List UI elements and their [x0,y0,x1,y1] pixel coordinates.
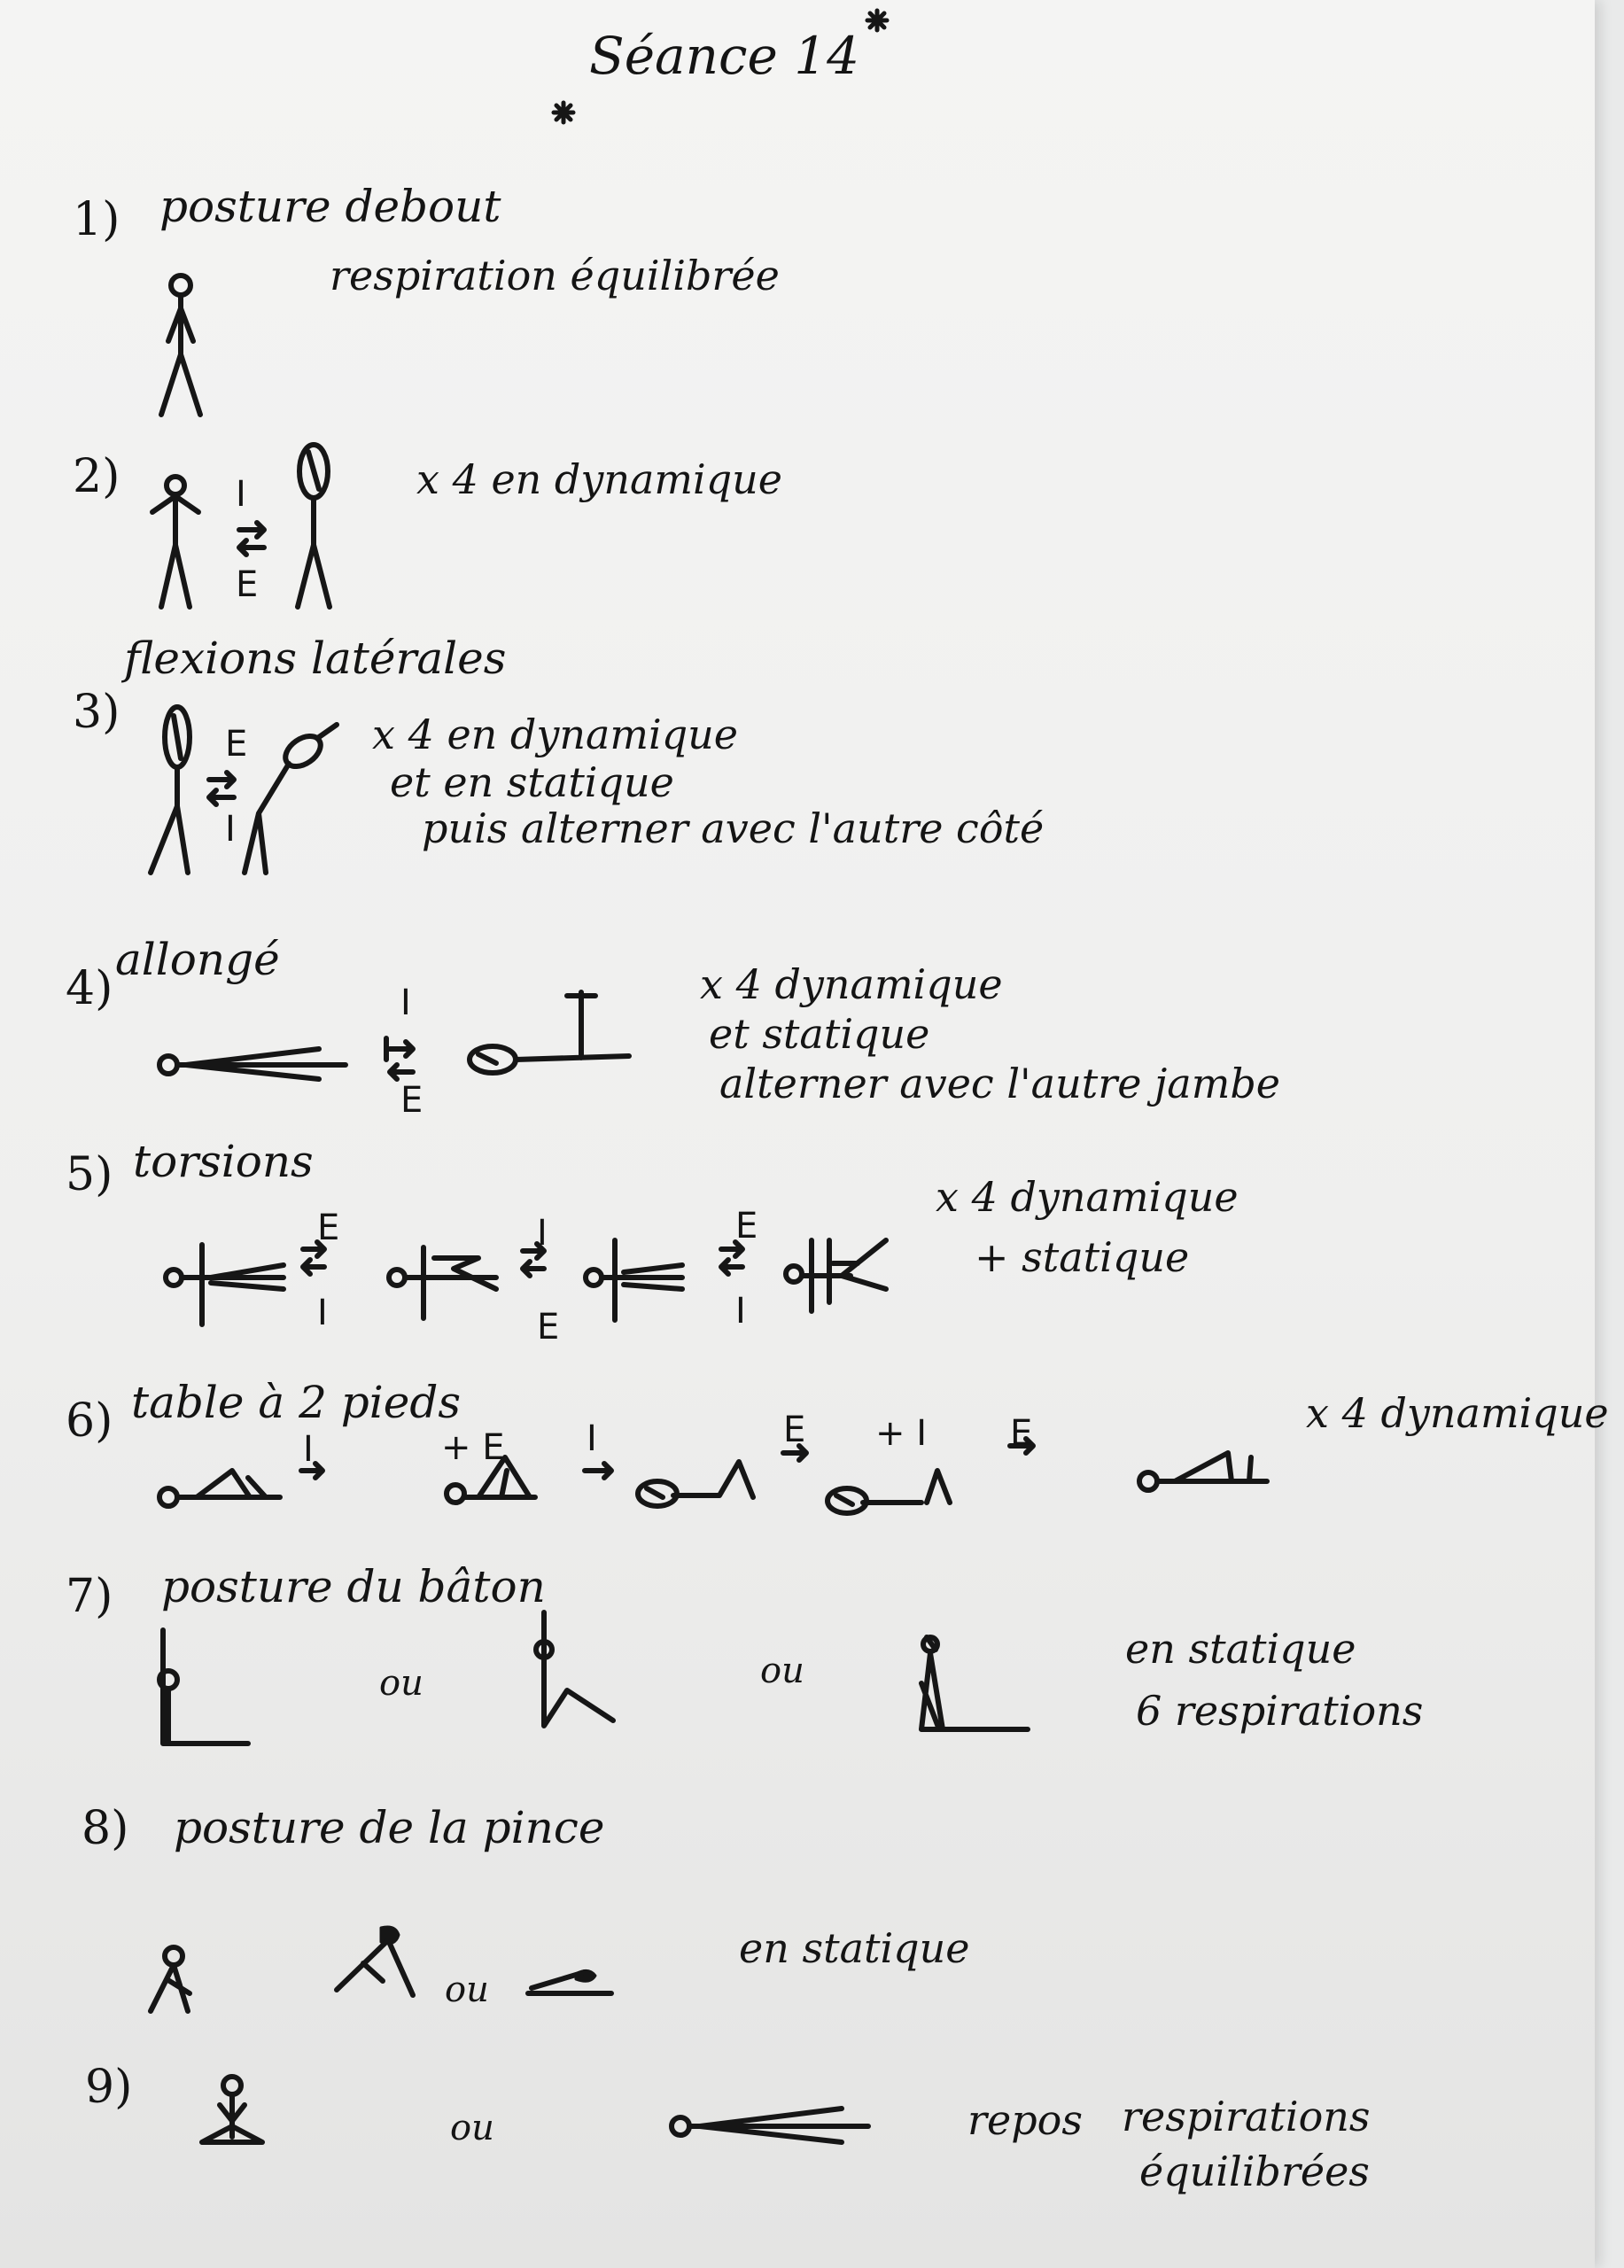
step-4-note-2: et statique [709,1010,930,1058]
step-6-note: x 4 dynamique [1306,1389,1609,1437]
breath-exhale-label: E [236,564,259,605]
step-2-number: 2) [73,450,120,503]
step-8-number: 8) [82,1802,129,1855]
step-4-number: 4) [66,962,113,1015]
or-label: ou [760,1651,804,1691]
step-9-note-3: équilibrées [1139,2148,1370,2195]
figure-torsion-3 [586,1240,742,1320]
or-label: ou [450,2108,494,2148]
or-label: ou [379,1663,423,1704]
step-9-note-2: respirations [1122,2093,1371,2140]
figure-table-3 [638,1446,806,1506]
breath-inhale-label: I [587,1418,597,1459]
breath-inhale-label: + I [875,1413,928,1454]
step-5-note-2: + statique [975,1233,1190,1281]
figure-torsion-2 [389,1244,544,1318]
step-6-number: 6) [66,1394,113,1448]
breath-exhale-label: E [783,1410,806,1450]
breath-exhale-label: E [400,1080,423,1121]
figure-standing [161,276,200,415]
figure-baton-1 [159,1630,248,1744]
step-6-heading: table à 2 pieds [131,1377,462,1428]
step-1-note: respiration équilibrée [330,252,780,299]
step-5-note-1: x 4 dynamique [936,1173,1239,1221]
step-2-note: x 4 en dynamique [416,455,783,503]
figure-table-1 [159,1464,322,1506]
breath-exhale-label: E [735,1206,758,1247]
step-4-heading: allongé [115,934,280,985]
step-3-heading: flexions latérales [124,633,507,684]
step-8-note: en statique [739,1924,970,1972]
step-9-number: 9) [85,2061,133,2114]
step-1-number: 1) [73,193,120,246]
figure-baton-3 [921,1637,1028,1729]
breath-exhale-label: E [317,1208,340,1248]
step-3-note-1: x 4 en dynamique [372,711,739,758]
figure-rest-lying [672,2109,868,2142]
step-7-number: 7) [66,1570,113,1623]
figure-pince-2 [337,1927,413,1995]
figure-torsion-1 [166,1242,324,1324]
or-label: ou [445,1969,489,2010]
breath-inhale-label: I [236,474,246,515]
breath-inhale-label: I [303,1429,314,1470]
figure-table-4 [828,1439,1033,1513]
step-1-heading: posture debout [159,181,501,232]
figure-table-5 [1139,1453,1267,1490]
figure-pince-3 [528,1970,611,1993]
breath-inhale-label: I [225,809,236,850]
step-4-note-1: x 4 dynamique [700,960,1003,1008]
breath-inhale-label: I [735,1291,746,1332]
step-7-note-2: 6 respirations [1136,1687,1424,1735]
step-7-note-1: en statique [1125,1625,1356,1673]
step-4-note-3: alterner avec l'autre jambe [719,1060,1281,1107]
breath-exhale-label: E [537,1307,560,1348]
breath-exhale-label: E [225,724,248,765]
breath-exhale-label: + E [441,1427,505,1468]
figure-lying [159,992,629,1079]
step-3-number: 3) [73,686,120,739]
step-8-heading: posture de la pince [174,1802,605,1853]
breath-inhale-label: I [400,983,411,1023]
figure-rest-seated [202,2077,262,2142]
figure-torsion-4 [786,1240,886,1311]
step-7-heading: posture du bâton [161,1561,546,1612]
step-3-note-3: puis alterner avec l'autre côté [422,804,1045,852]
step-5-number: 5) [66,1148,113,1201]
step-3-note-2: et en statique [390,758,674,806]
breath-exhale-label: E [1010,1413,1033,1454]
figure-baton-2 [536,1612,613,1726]
figure-pince-1 [151,1947,190,2011]
breath-inhale-label: I [317,1293,328,1333]
page-title: Séance 14 [589,26,860,86]
breath-inhale-label: I [537,1213,548,1254]
step-5-heading: torsions [133,1136,314,1187]
step-9-note-1: repos [967,2096,1083,2144]
